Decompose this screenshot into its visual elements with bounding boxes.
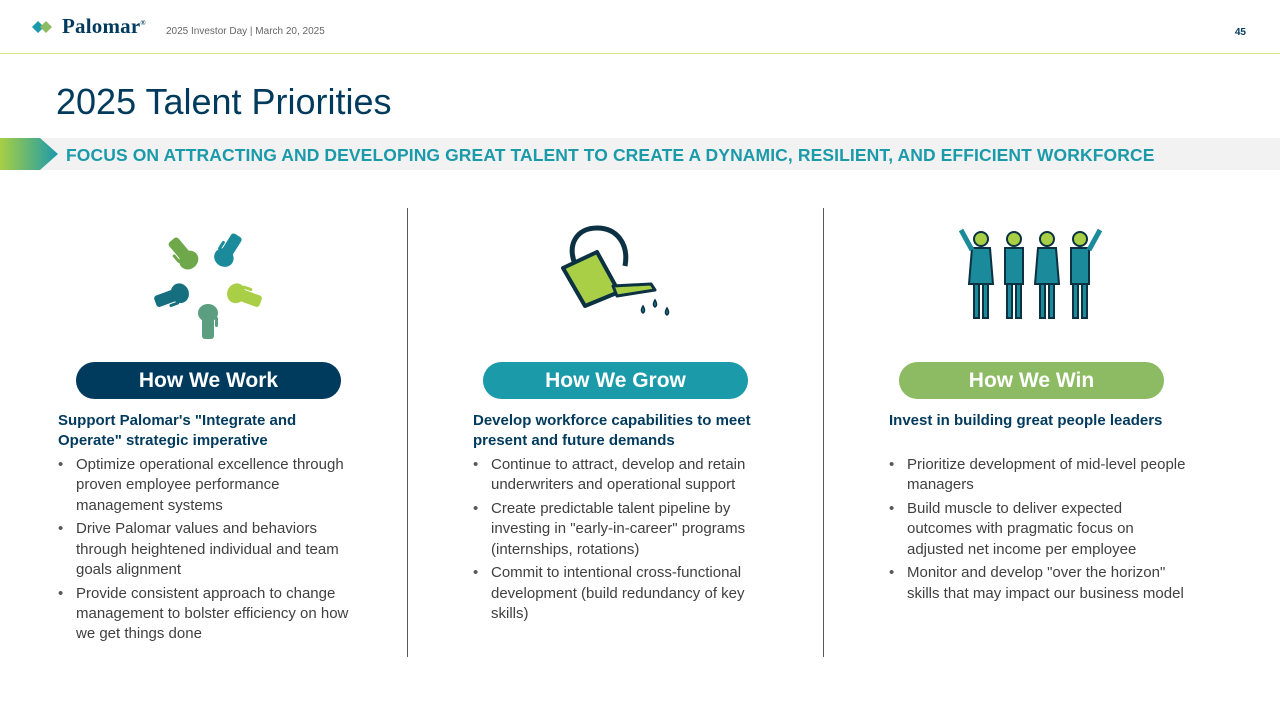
banner-text: FOCUS ON ATTRACTING AND DEVELOPING GREAT TALENT TO CREATE A DYNAMIC, RESILIENT, AND EFFICIENT WORKFORCE xyxy=(66,145,1155,165)
palomar-logo xyxy=(32,14,146,39)
page-title: 2025 Talent Priorities xyxy=(56,81,392,122)
palomar-diamond-icon xyxy=(32,17,56,37)
column-lead: Develop workforce capabilities to meet present and future demands xyxy=(473,412,751,449)
bullet-item: • Prioritize development of mid-level people managers xyxy=(889,455,1189,496)
how-we-win-pill: How We Win xyxy=(899,362,1164,399)
column-divider xyxy=(823,208,824,657)
watering-can-icon xyxy=(557,224,672,324)
page-number: 45 xyxy=(1234,27,1246,38)
bullet-list xyxy=(58,455,358,648)
column-divider xyxy=(407,208,408,657)
focus-banner xyxy=(0,138,1280,170)
bullet-item: • Drive Palomar values and behaviors through heightened individual and team goals alignment xyxy=(58,519,358,580)
bullet-list xyxy=(473,455,773,628)
bullet-item: • Monitor and develop "over the horizon" skills that may impact our business model xyxy=(889,563,1189,604)
bullet-item: • Provide consistent approach to change management to bolster efficiency on how we get things done xyxy=(58,584,358,645)
bullet-list xyxy=(889,455,1189,608)
team-celebrating-icon xyxy=(959,224,1104,324)
bullet-item: • Build muscle to deliver expected outcomes with pragmatic focus on adjusted net income per employee xyxy=(889,499,1189,560)
column-lead: Support Palomar's "Integrate and Operate" strategic imperative xyxy=(58,412,297,449)
logo-wordmark: Palomar® xyxy=(62,14,146,38)
bullet-item: • Continue to attract, develop and retain underwriters and operational support xyxy=(473,455,773,496)
slide-header xyxy=(0,0,1280,54)
banner-arrow-icon xyxy=(0,138,58,170)
bullet-item: • Optimize operational excellence through proven employee performance management systems xyxy=(58,455,358,516)
how-we-work-pill: How We Work xyxy=(76,362,341,399)
how-we-grow-pill: How We Grow xyxy=(483,362,748,399)
column-lead: Invest in building great people leaders xyxy=(889,412,1163,429)
bullet-item: • Create predictable talent pipeline by investing in "early-in-career" programs (internships, rotations) xyxy=(473,499,773,560)
bullet-item: • Commit to intentional cross-functional development (build redundancy of key skills) xyxy=(473,563,773,624)
event-caption: 2025 Investor Day | March 20, 2025 xyxy=(166,26,325,37)
hands-circle-icon xyxy=(146,224,271,342)
